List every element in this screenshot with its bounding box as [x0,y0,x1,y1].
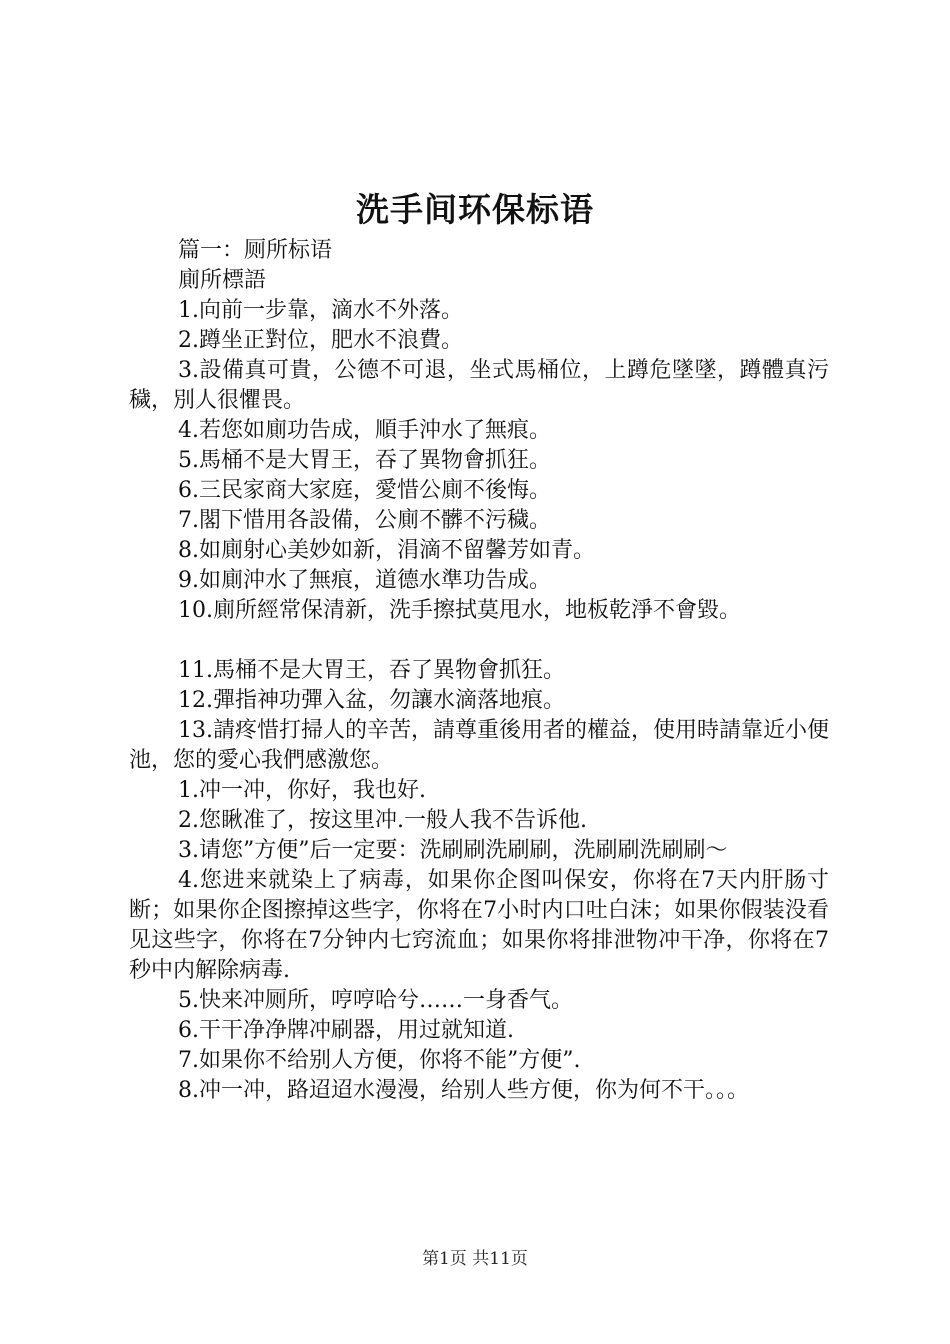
slogan-item: 12.彈指神功彈入盆，勿讓水滴落地痕。 [178,688,565,713]
page-number: 第1页 共11页 [422,1249,528,1269]
slogan-item: 1.冲一冲，你好，我也好. [178,778,426,803]
slogan-item: 3.请您”方便”后一定要：洗刷刷洗刷刷，洗刷刷洗刷刷～ [178,838,728,863]
slogan-item: 6.干干净净牌冲刷器，用过就知道. [178,1018,514,1043]
document-title: 洗手间环保标语 [356,190,594,229]
slogan-item: 7.如果你不给别人方便，你将不能”方便”. [178,1048,581,1073]
slogan-item: 4.若您如廁功告成，順手沖水了無痕。 [178,418,551,443]
slogan-item: 10.廁所經常保清新，洗手擦拭莫甩水，地板乾淨不會毀。 [178,598,741,623]
slogan-item: 8.如廁射心美妙如新，涓滴不留馨芳如青。 [178,538,595,563]
slogan-item: 13.請疼惜打掃人的辛苦，請尊重後用者的權益，使用時請靠近小便池，您的愛心我們感激您。 [129,718,829,773]
slogan-item: 2.蹲坐正對位，肥水不浪費。 [178,328,463,353]
subsection-heading: 廁所標語 [178,268,267,293]
slogan-item: 3.設備真可貴，公德不可退，坐式馬桶位，上蹲危墜墜，蹲體真污穢，別人很懼畏。 [129,358,829,413]
slogan-item: 2.您瞅准了，按这里冲.一般人我不告诉他. [178,808,587,833]
section-heading: 篇一：厕所标语 [178,238,333,263]
slogan-item: 8.冲一冲，路迢迢水漫漫，给别人些方便，你为何不干。。。 [178,1078,749,1103]
slogan-item: 9.如廁沖水了無痕，道德水準功告成。 [178,568,551,593]
slogan-item: 5.快来冲厕所，哼哼哈兮……一身香气。 [178,988,573,1013]
slogan-item: 4.您进来就染上了病毒，如果你企图叫保安，你将在7天内肝肠寸断；如果你企图擦掉这些字，你将在7小时内口吐白沫；如果你假装没看见这些字，你将在7分钟内七窍流血；如果你将排泄物冲干净，你将在7秒中内解除病毒. [129,868,829,983]
slogan-item: 1.向前一步靠，滴水不外落。 [178,298,463,323]
slogan-item: 7.閣下惜用各設備，公廁不髒不污穢。 [178,508,551,533]
slogan-item: 6.三民家商大家庭，愛惜公廁不後悔。 [178,478,551,503]
slogan-item: 5.馬桶不是大胃王，吞了異物會抓狂。 [178,448,551,473]
document-body [129,236,829,1106]
slogan-item: 11.馬桶不是大胃王，吞了異物會抓狂。 [178,658,565,683]
